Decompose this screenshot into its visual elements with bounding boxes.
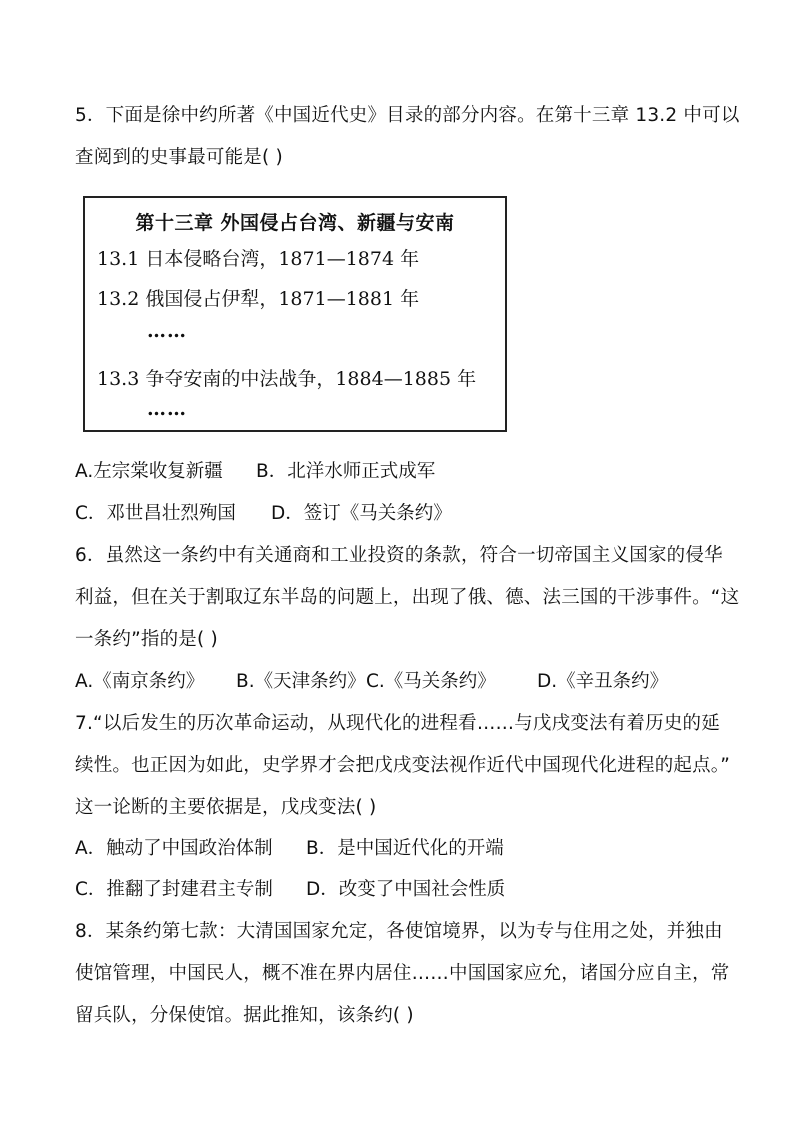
q8-stem-line-3: 留兵队，分保使馆。据此推知，该条约( ) [75,1005,414,1026]
toc-ellipsis-1: …… [147,320,187,342]
q7-stem-line-2: 续性。也正因为如此，史学界才会把戊戌变法视作近代中国现代化进程的起点。” [75,755,731,776]
q7-stem-line-3: 这一论断的主要依据是，戊戌变法( ) [75,797,377,818]
q6-option-a: A.《南京条约》 [75,671,205,692]
q7-option-a: A．触动了中国政治体制 [75,838,273,859]
q6-option-c: C.《马关条约》 [366,671,496,692]
q8-stem-line-2: 使馆管理，中国民人，概不准在界内居住……中国国家应允，诸国分应自主，常 [75,963,730,984]
q7-option-b: B．是中国近代化的开端 [306,838,504,859]
q5-table-of-contents [83,196,507,432]
q6-stem-line-1: 6．虽然这一条约中有关通商和工业投资的条款，符合一切帝国主义国家的侵华 [75,545,723,566]
q6-option-d: D.《辛丑条约》 [537,671,669,692]
q8-stem-line-1: 8．某条约第七款：大清国国家允定，各使馆境界，以为专与住用之处，并独由 [75,921,723,942]
q7-stem-line-1: 7.“以后发生的历次革命运动，从现代化的进程看……与戊戌变法有着历史的延 [75,713,720,734]
q6-stem-line-3: 一条约”指的是( ) [75,629,218,650]
q5-stem-line-1: 5．下面是徐中约所著《中国近代史》目录的部分内容。在第十三章 13.2 中可以 [75,105,740,126]
q6-option-b: B.《天津条约》 [236,671,366,692]
toc-ellipsis-2: …… [147,398,187,420]
q7-option-c: C．推翻了封建君主专制 [75,879,273,900]
q5-option-a: A.左宗棠收复新疆 [75,461,223,482]
toc-entry-13-1: 13.1 日本侵略台湾，1871—1874 年 [97,248,420,270]
q5-option-d: D．签订《马关条约》 [271,503,452,524]
q7-option-d: D．改变了中国社会性质 [306,879,506,900]
q5-option-c: C．邓世昌壮烈殉国 [75,503,236,524]
q5-option-b: B．北洋水师正式成军 [256,461,436,482]
toc-entry-13-2: 13.2 俄国侵占伊犁，1871—1881 年 [97,288,420,310]
toc-chapter-title: 第十三章 外国侵占台湾、新疆与安南 [135,212,455,234]
q6-stem-line-2: 利益，但在关于割取辽东半岛的问题上，出现了俄、德、法三国的干涉事件。“这 [75,587,740,608]
toc-entry-13-3: 13.3 争夺安南的中法战争，1884—1885 年 [97,368,477,390]
q5-stem-line-2: 查阅到的史事最可能是( ) [75,147,283,168]
